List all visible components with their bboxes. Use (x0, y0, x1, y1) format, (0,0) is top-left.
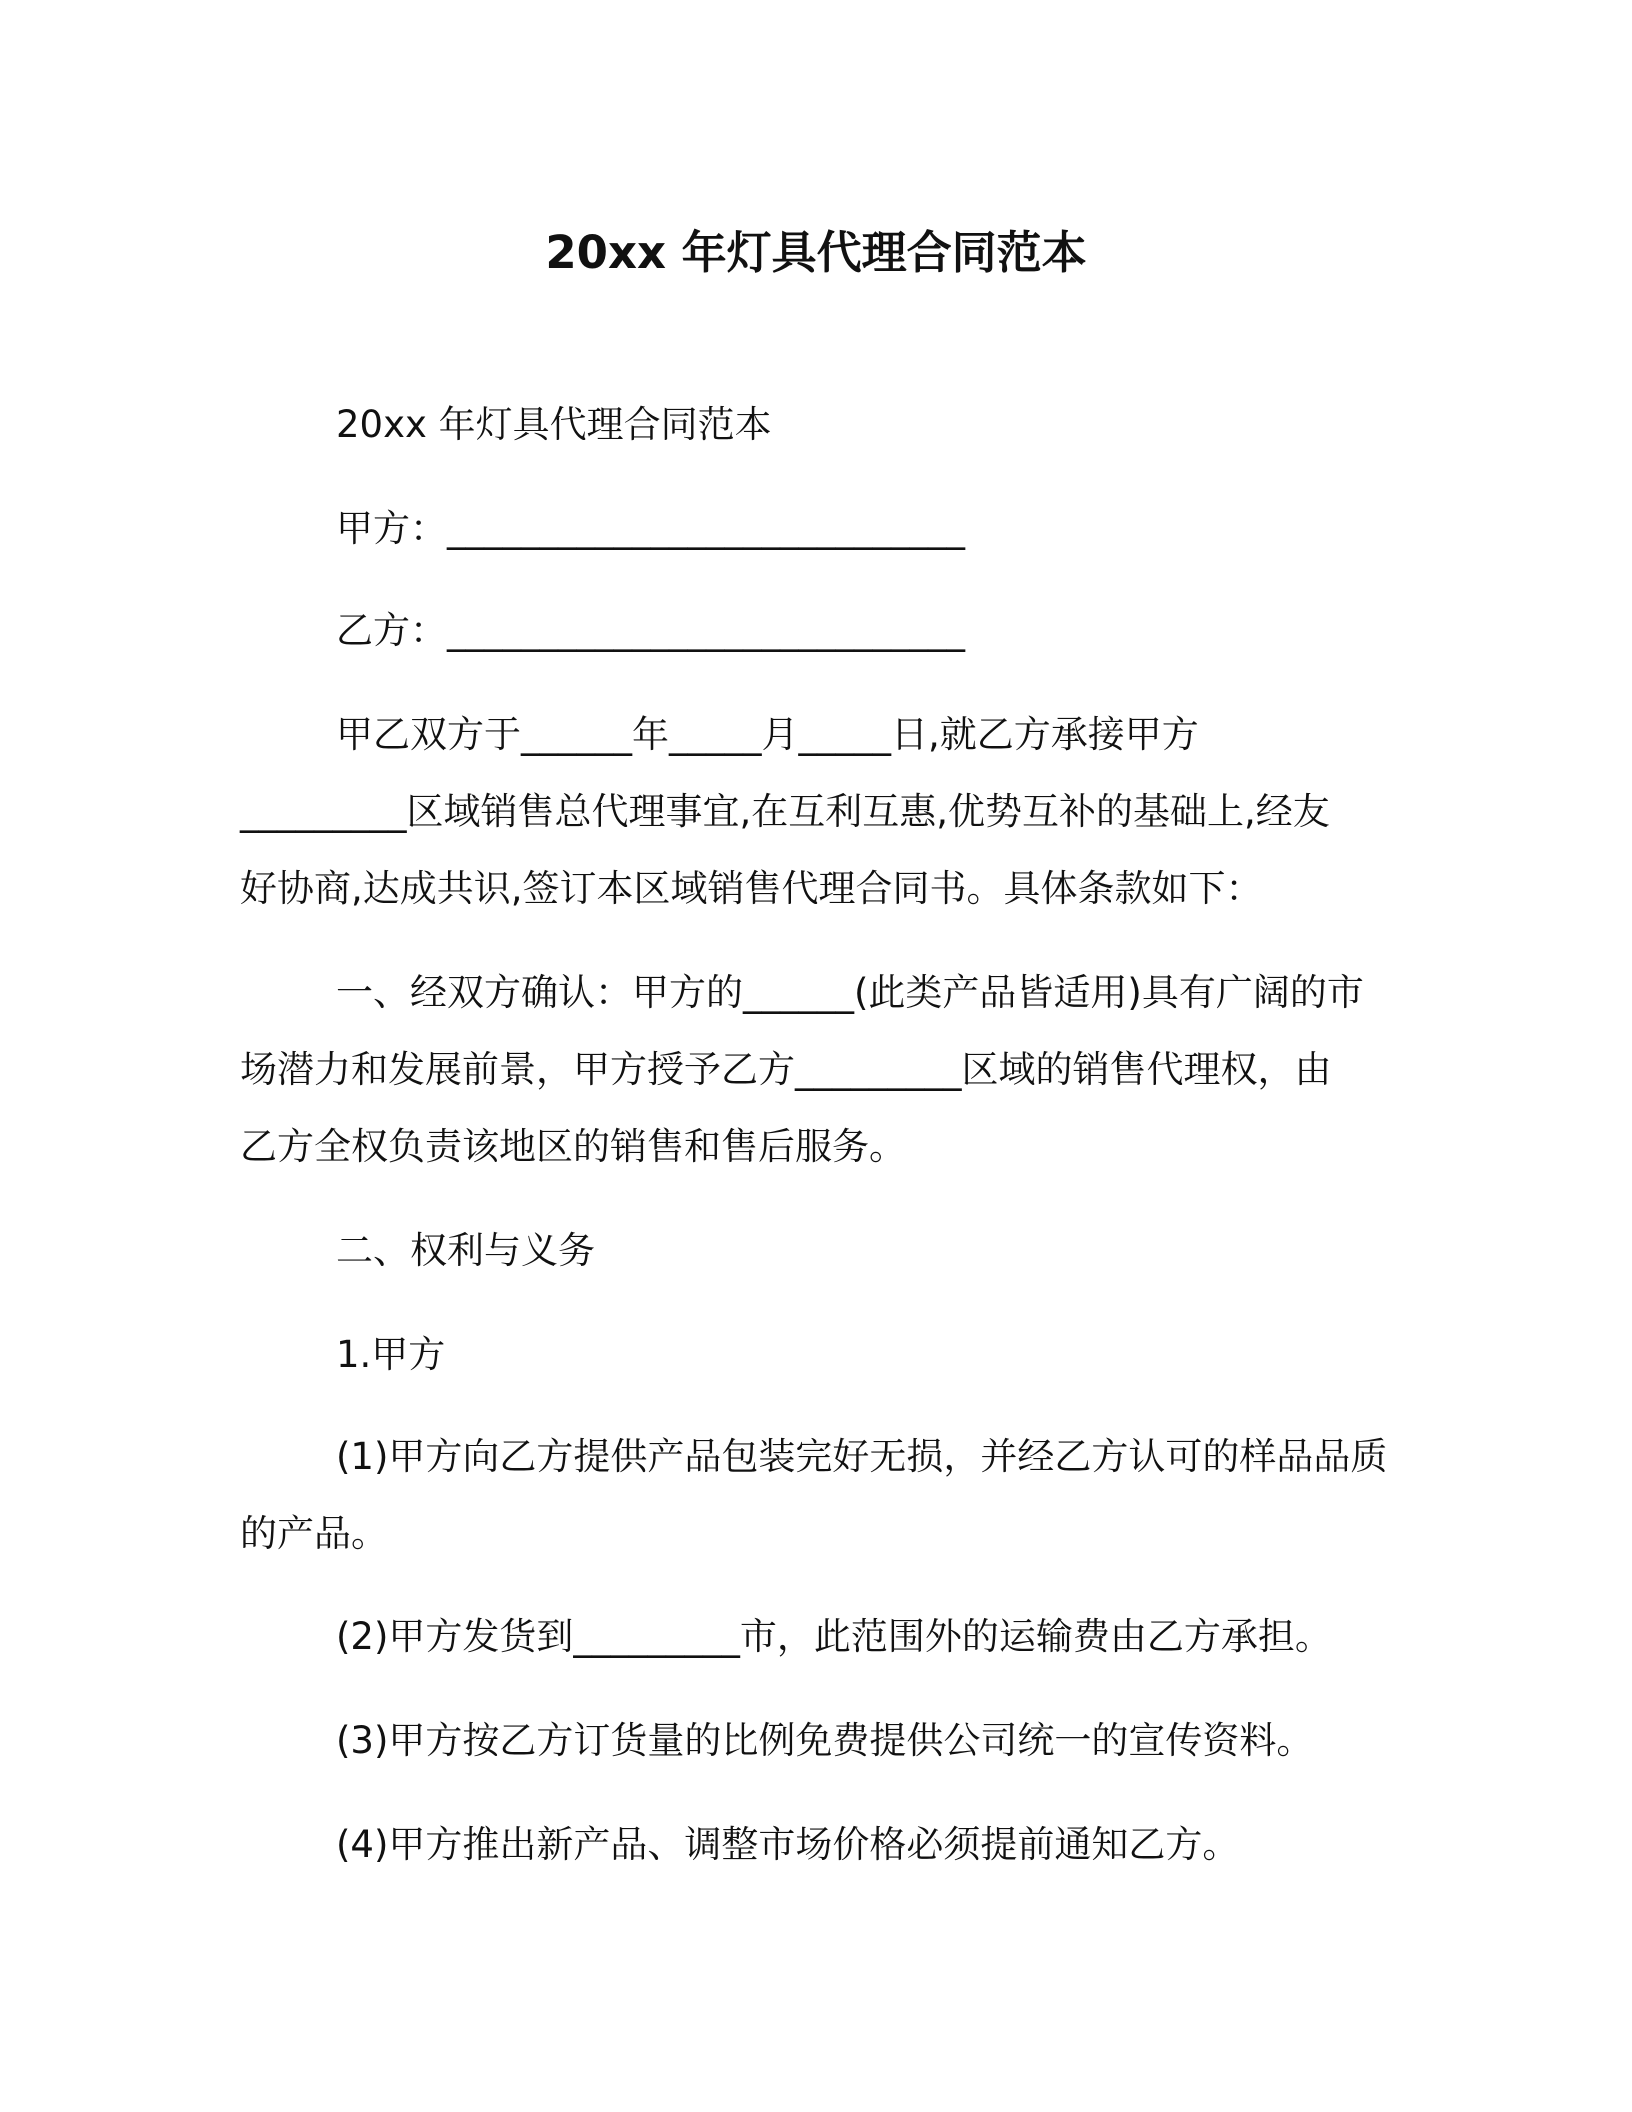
clause-2-heading: 二、权利与义务 (336, 1229, 595, 1272)
clause-1-line-2: 场潜力和发展前景，甲方授予乙方_________区域的销售代理权，由 (240, 1048, 1332, 1091)
contract-subtitle: 20xx 年灯具代理合同范本 (336, 403, 772, 446)
intro-line-1: 甲乙双方于______年_____月_____日,就乙方承接甲方 (336, 713, 1199, 756)
intro-line-2: _________区域销售总代理事宜,在互利互惠,优势互补的基础上,经友 (240, 790, 1330, 833)
item-4-paragraph: (4)甲方推出新产品、调整市场价格必须提前通知乙方。 (336, 1823, 1240, 1866)
item-1-line-2: 的产品。 (240, 1512, 388, 1555)
party-b-field: 乙方：____________________________ (336, 609, 965, 652)
item-2-paragraph: (2)甲方发货到_________市，此范围外的运输费由乙方承担。 (336, 1615, 1332, 1658)
intro-paragraph (240, 696, 1390, 927)
item-1-line-1: (1)甲方向乙方提供产品包装完好无损，并经乙方认可的样品品质 (336, 1435, 1388, 1478)
clause-1-paragraph (240, 954, 1390, 1185)
item-1-paragraph (240, 1418, 1390, 1572)
clause-1-line-3: 乙方全权负责该地区的销售和售后服务。 (240, 1125, 906, 1168)
intro-line-3: 好协商,达成共识,签订本区域销售代理合同书。具体条款如下： (240, 867, 1263, 910)
party-a-field: 甲方：____________________________ (336, 507, 965, 550)
party-a-subheading: 1.甲方 (336, 1333, 446, 1376)
item-3-paragraph: (3)甲方按乙方订货量的比例免费提供公司统一的宣传资料。 (336, 1719, 1314, 1762)
document-title: 20xx 年灯具代理合同范本 (545, 226, 1087, 279)
clause-1-line-1: 一、经双方确认：甲方的______(此类产品皆适用)具有广阔的市 (336, 971, 1364, 1014)
